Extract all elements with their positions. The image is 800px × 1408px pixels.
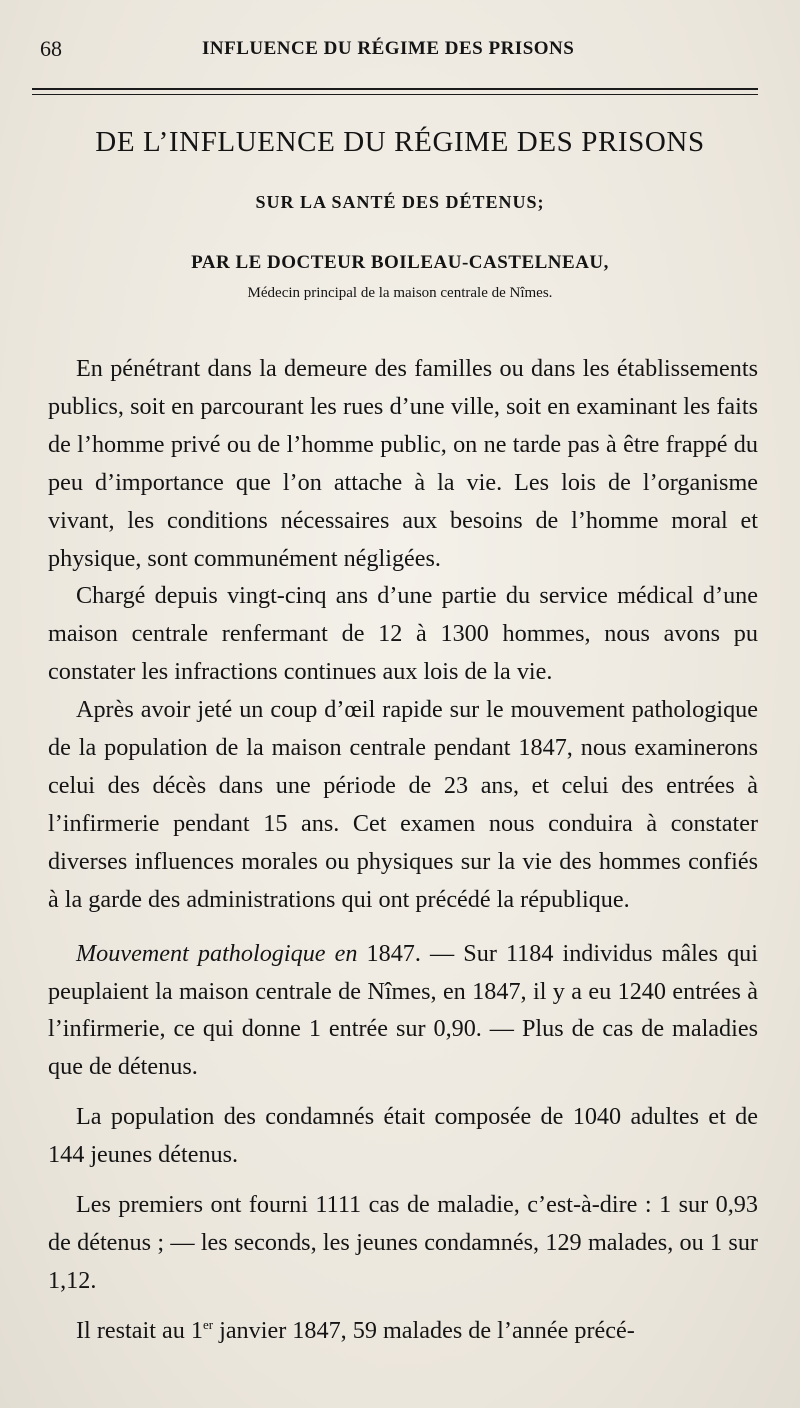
article-subtitle: SUR LA SANTÉ DES DÉTENUS; [255,192,545,212]
author-role: Médecin principal de la maison centrale de Nîmes. [247,285,553,301]
paragraph: Après avoir jeté un coup d’œil rapide sur le mouvement pathologique de la population de la maison centrale pendant 1847, nous examinerons celui des décès dans une période de 23 ans, et celui des entrées à l’infirmerie pendant 15 ans. Cet examen nous conduira à constater diverses influences morales ou physiques sur la vie des hommes confiés à la garde des administrations qui ont précédé la république. [48,696,758,913]
page-number: 68 [40,36,62,61]
paragraph [48,1312,758,1350]
paragraph-text: 1847. — Sur 1184 individus mâles qui peuplaient la maison centrale de Nîmes, en 1847, il y a eu 1240 entrées à l’infirmerie, ce qui donne 1 entrée sur 0,90. — Plus de cas de maladies que de détenus. [48,939,758,1081]
paragraph: Les premiers ont fourni 1111 cas de maladie, c’est-à-dire : 1 sur 0,93 de détenus ; — les seconds, les jeunes condamnés, 129 malades, ou 1 sur 1,12. [48,1191,758,1294]
paragraph: La population des condamnés était composée de 1040 adultes et de 144 jeunes détenus. [48,1103,758,1169]
article-author: PAR LE DOCTEUR BOILEAU-CASTELNEAU, [191,252,609,273]
header-rule-thick [32,88,758,90]
article-body [48,350,758,1350]
header-rule-thin [32,94,758,95]
paragraph: En pénétrant dans la demeure des familles ou dans les établissements publics, soit en parcourant les rues d’une ville, soit en examinant les faits de l’homme privé ou de l’homme public, on ne tarde pas à être frappé du peu d’importance que l’on attache à la vie. Les lois de l’organisme vivant, les conditions nécessaires aux besoins de l’homme moral et physique, sont communément négligées. [48,355,758,572]
running-title: INFLUENCE DU RÉGIME DES PRISONS [202,38,575,59]
paragraph: Chargé depuis vingt-cinq ans d’une partie du service médical d’une maison centrale renfermant de 12 à 1300 hommes, nous avons pu constater les infractions continues aux lois de la vie. [48,582,758,686]
paragraph-section-heading [48,935,758,1087]
superscript: er [202,1316,214,1332]
paragraph-text: Il restait au 1 [76,1316,203,1344]
section-heading-italic: Mouvement pathologique en [76,939,358,967]
running-header [40,36,760,66]
paragraph-text: janvier 1847, 59 malades de l’année précé- [213,1316,635,1344]
article-title: DE L’INFLUENCE DU RÉGIME DES PRISONS [95,126,705,158]
